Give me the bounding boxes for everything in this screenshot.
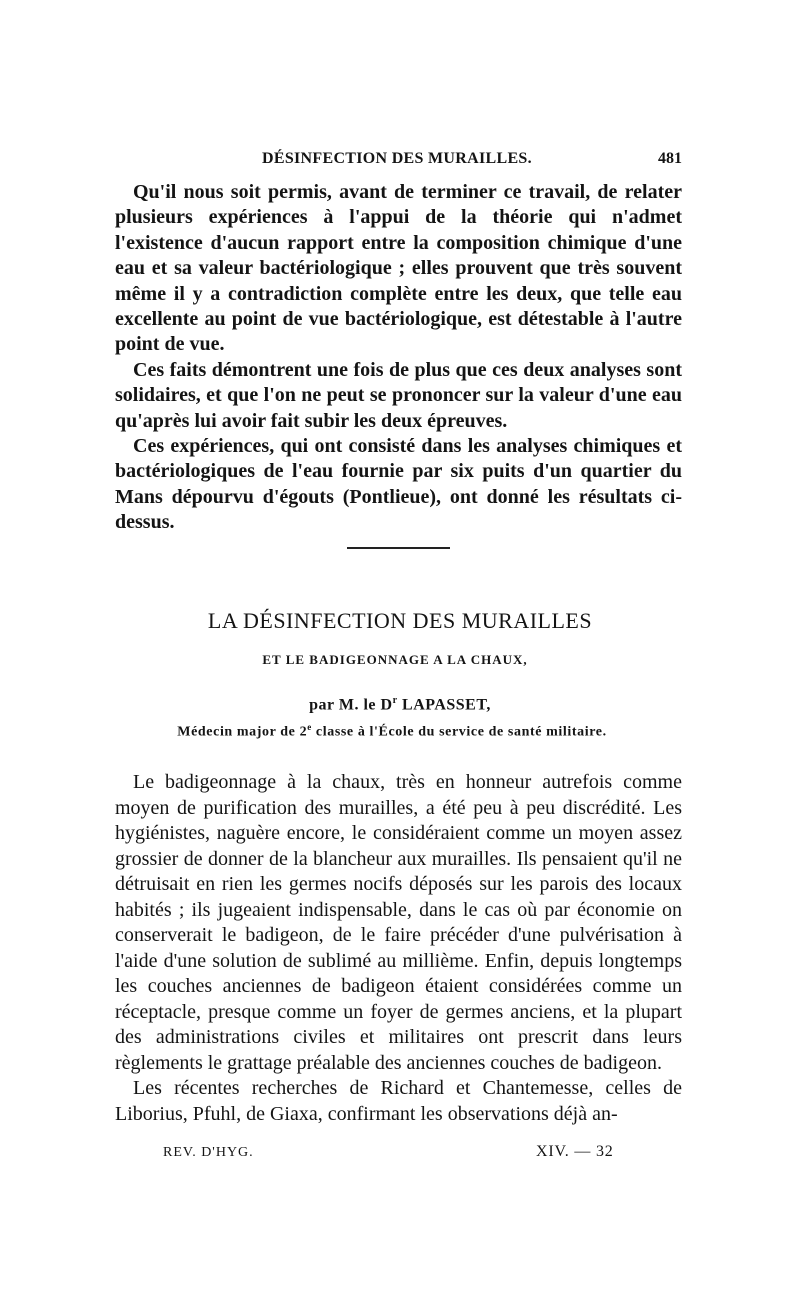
paragraph: Qu'il nous soit permis, avant de terminer ce travail, de relater plusieurs expériences à l'appui de la théorie qui n'admet l'existence d'aucun rapport entre la composition chimique d'une eau et sa valeur bactériologique ; elles prouvent que très souvent même il y a contradiction complète entre les deux, que telle eau excellente au point de vue bactériologique, est détestable à l'autre point de vue.	[115, 181, 682, 356]
page-number: 481	[658, 150, 682, 167]
section-divider	[347, 547, 450, 549]
article-subtitle: ET LE BADIGEONNAGE A LA CHAUX,	[262, 652, 528, 667]
footer-signature-mark	[536, 1143, 614, 1161]
paragraph: Ces faits démontrent une fois de plus que ces deux analyses sont solidaires, et que l'on ne peut se prononcer sur la valeur d'une eau qu'après lui avoir fait subir les deux épreuves.	[115, 358, 682, 432]
running-title: DÉSINFECTION DES MURAILLES.	[262, 150, 532, 167]
previous-article-text	[115, 180, 682, 536]
paragraph: Le badigeonnage à la chaux, très en honneur autrefois comme moyen de purification des murailles, a été peu à peu discrédité. Les hygiénistes, naguère encore, le considéraient comme un moyen assez grossier de donner de la blancheur aux murailles. Ils pensaient qu'il ne détruisait en rien les germes nocifs déposés sur les parois des locaux habités ; ils jugeaient indispensable, dans le cas où par économie on conserverait le badigeon, de le faire précéder d'une pulvérisation à l'aide d'une solution de sublimé au millième. Enfin, depuis longtemps les couches anciennes de badigeon étaient considérées comme un réceptacle, presque comme un foyer de germes anciens, et la plupart des administrations civiles et militaires ont prescrit dans leurs règlements le grattage préalable des anciennes couches de badigeon.	[115, 771, 682, 1074]
author-byline	[0, 695, 800, 714]
affiliation-superscript: e	[307, 722, 312, 732]
author-affiliation	[0, 722, 784, 741]
author-name: LAPASSET,	[397, 696, 491, 714]
running-head	[262, 150, 682, 174]
paragraph: Les récentes recherches de Richard et Chantemesse, celles de Liborius, Pfuhl, de Giaxa, confirmant les observations déjà an-	[115, 1077, 682, 1125]
paragraph: Ces expériences, qui ont consisté dans les analyses chimiques et bactériologiques de l'eau fournie par six puits d'un quartier du Mans dépourvu d'égouts (Pontlieue), ont donné les résultats ci-dessus.	[115, 435, 682, 534]
footer-journal: REV. D'HYG.	[163, 1145, 254, 1160]
footer-volume: XIV.	[536, 1143, 570, 1160]
affiliation-rest: classe à l'École du service de santé militaire.	[311, 724, 607, 740]
article-title: LA DÉSINFECTION DES MURAILLES	[207, 608, 593, 633]
footer-sheet: — 32	[574, 1143, 614, 1160]
article-body	[115, 770, 682, 1127]
byline-superscript: r	[392, 695, 398, 706]
byline-prefix: par M. le D	[309, 696, 393, 714]
affiliation-prefix: Médecin major de 2	[177, 724, 308, 740]
